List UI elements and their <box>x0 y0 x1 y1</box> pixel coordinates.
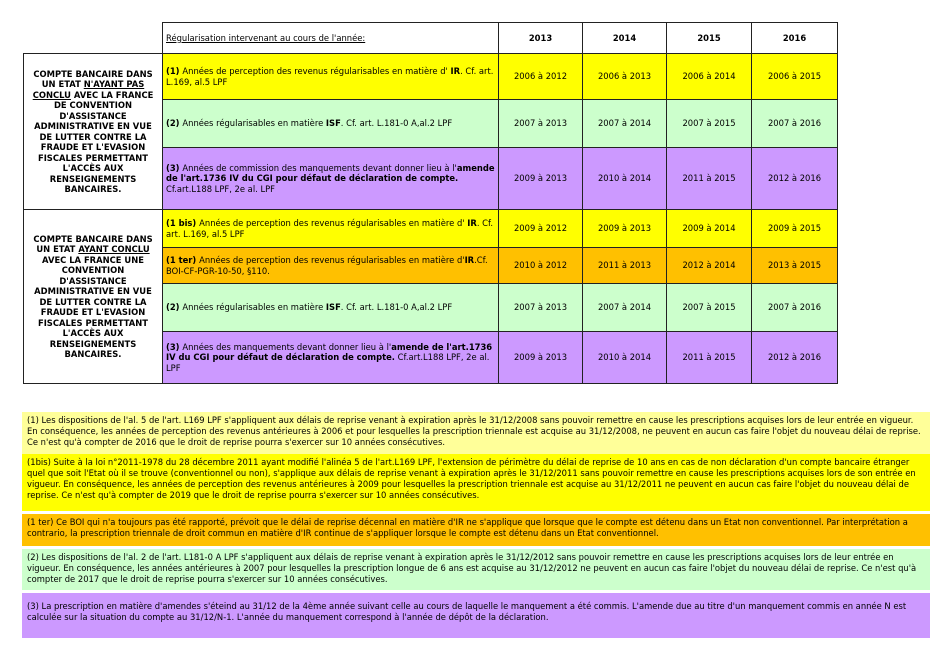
year-range-cell: 2007 à 2014 <box>583 100 667 148</box>
table-row <box>24 54 838 100</box>
description-fragment: . Cf. art. L.169, al.5 LPF <box>166 66 494 87</box>
year-range-cell: 2009 à 2014 <box>667 210 752 248</box>
account-category-label <box>24 54 163 210</box>
year-range-cell: 2011 à 2015 <box>667 332 752 384</box>
year-range-cell: 2006 à 2012 <box>499 54 583 100</box>
description-fragment: .Cf. BOI-CF-PGR-10-50, §110. <box>166 255 488 276</box>
description-fragment: . Cf. art. L.181-0 A,al.2 LPF <box>340 302 453 313</box>
account-category-text: COMPTE BANCAIRE DANS UN ETAT <box>33 233 153 254</box>
description-fragment: Cf.art.L188 LPF, 2e al. LPF <box>166 352 490 373</box>
row-description <box>163 248 499 284</box>
year-range-cell: 2007 à 2013 <box>499 284 583 332</box>
description-fragment: . Cf. art. L.169, al.5 LPF <box>166 218 494 239</box>
year-range-cell: 2006 à 2013 <box>583 54 667 100</box>
note-2: (2) Les dispositions de l'al. 2 de l'art. L181-0 A LPF s'appliquent aux délais de reprise venant à expiration après le 31/12/2012 sans pouvoir remettre en cause les prescriptions acquises lors de leur entrée en vigueur. En conséquence, les années antérieures à 2007 pour lesquelles la prescription longue de 6 ans est acquise au 31/12/2012 ne peuvent en aucun cas faire l'objet du nouveau délai de reprise. Ce n'est qu'à compter de 2017 que le droit de reprise pourra s'exercer sur 10 années consécutives. <box>22 549 930 590</box>
account-category-text: AVEC LA FRANCE DE CONVENTION D'ASSISTANCE ADMINISTRATIVE EN VUE DE LUTTER CONTRE LA FRAUDE ET L'EVASION FISCALES PERMETTANT L'ACCÈS AUX RENSEIGNEMENTS BANCAIRES. <box>34 89 154 194</box>
description-fragment: . Cf. art. L.181-0 A,al.2 LPF <box>340 118 453 129</box>
description-fragment: Années de commission des manquements devant donner lieu à l' <box>182 162 457 173</box>
year-range-cell: 2011 à 2015 <box>667 148 752 210</box>
account-category-text: COMPTE BANCAIRE DANS UN ETAT <box>33 68 153 89</box>
account-category-text: AVEC LA FRANCE UNE CONVENTION D'ASSISTANCE ADMINISTRATIVE EN VUE DE LUTTER CONTRE LA FRAUDE ET L'EVASION FISCALES PERMETTANT L'ACCÈS AUX RENSEIGNEMENTS BANCAIRES. <box>34 254 152 359</box>
year-range-cell: 2007 à 2013 <box>499 100 583 148</box>
description-fragment: amende de l'art.1736 IV du CGI pour défaut de déclaration de compte. <box>166 162 495 184</box>
year-range-cell: 2013 à 2015 <box>752 248 838 284</box>
year-range-cell: 2006 à 2015 <box>752 54 838 100</box>
year-range-cell: 2009 à 2013 <box>583 210 667 248</box>
row-description <box>163 54 499 100</box>
description-fragment: (1) <box>166 66 183 76</box>
description-fragment: (2) <box>166 118 183 129</box>
header-blank-cell <box>24 23 163 54</box>
description-fragment: Années de perception des revenus régularisables en matière d' <box>199 218 468 228</box>
description-fragment: (3) <box>166 341 183 352</box>
description-fragment: IR <box>467 218 477 228</box>
year-range-cell: 2011 à 2013 <box>583 248 667 284</box>
year-range-cell: 2007 à 2014 <box>583 284 667 332</box>
prescription-table <box>23 22 838 384</box>
account-category-underlined: AYANT CONCLU <box>78 244 150 254</box>
header-row <box>24 23 838 54</box>
row-description <box>163 284 499 332</box>
description-fragment: (2) <box>166 302 183 313</box>
year-range-cell: 2009 à 2012 <box>499 210 583 248</box>
note-1: (1) Les dispositions de l'al. 5 de l'art. L169 LPF s'appliquent aux délais de reprise venant à expiration après le 31/12/2008 sans pouvoir remettre en cause les prescriptions acquises lors de leur entrée en vigueur. En conséquence, les années de perception des revenus antérieures à 2006 et pour lesquelles la prescription triennale est acquise au 31/12/2008, ne peuvent en aucun cas faire l'objet du nouveau délai de reprise. Ce n'est qu'à compter de 2016 que le droit de reprise pourra s'exercer sur 10 années consécutives. <box>22 412 930 454</box>
year-range-cell: 2009 à 2015 <box>752 210 838 248</box>
year-range-cell: 2007 à 2015 <box>667 100 752 148</box>
year-range-cell: 2010 à 2012 <box>499 248 583 284</box>
description-fragment: (1 bis) <box>166 218 200 228</box>
year-range-cell: 2012 à 2014 <box>667 248 752 284</box>
row-description <box>163 332 499 384</box>
table-row <box>24 210 838 248</box>
year-header: 2015 <box>667 23 752 54</box>
note-3: (3) La prescription en matière d'amendes s'éteind au 31/12 de la 4ème année suivant celle au cours de laquelle le manquement a été commis. L'amende due au titre d'un manquement commis en année N est calculée sur la situation du compte au 31/12/N-1. L'année du manquement correspond à l'année de dépôt de la déclaration. <box>22 593 930 638</box>
description-fragment: IR <box>450 66 461 76</box>
description-fragment: Années des manquements devant donner lieu à l' <box>182 341 392 352</box>
description-fragment: (3) <box>166 162 183 173</box>
year-range-cell: 2010 à 2014 <box>583 332 667 384</box>
account-category-underlined: N'AYANT PAS CONCLU <box>32 79 145 100</box>
year-range-cell: 2006 à 2014 <box>667 54 752 100</box>
description-fragment: Années régularisables en matière <box>182 118 326 129</box>
description-fragment: IR <box>464 255 475 265</box>
row-description <box>163 210 499 248</box>
description-fragment: (1 ter) <box>166 255 200 265</box>
year-range-cell: 2009 à 2013 <box>499 332 583 384</box>
row-description <box>163 148 499 210</box>
year-header: 2013 <box>499 23 583 54</box>
year-header: 2014 <box>583 23 667 54</box>
description-fragment: ISF <box>325 118 341 129</box>
year-range-cell: 2009 à 2013 <box>499 148 583 210</box>
row-description <box>163 100 499 148</box>
description-fragment: Années de perception des revenus régularisables en matière d' <box>199 255 465 265</box>
year-range-cell: 2007 à 2016 <box>752 100 838 148</box>
description-fragment: Années régularisables en matière <box>182 302 326 313</box>
note-1bis: (1bis) Suite à la loi n°2011-1978 du 28 décembre 2011 ayant modifié l'alinéa 5 de l'art.L169 LPF, l'extension de périmètre du délai de reprise de 10 ans en cas de non déclaration d'un compte bancaire étranger quel que soit l'Etat où il se trouve (conventionnel ou non), s'applique aux délais de reprise venant à expiration après le 31/12/2011 sans pouvoir remettre en cause les prescriptions acquises lors de son entrée en vigueur. En conséquence, les années de perception des revenus antérieures à 2009 pour lesquelles la prescription triennale est acquise au 31/12/2011 ne peuvent en aucun cas faire l'objet du nouveau délai de reprise. Ce n'est qu'à compter de 2019 que le droit de reprise pourra s'exercer sur 10 années consécutives. <box>22 454 930 511</box>
description-fragment: Cf.art.L188 LPF, 2e al. LPF <box>166 183 276 194</box>
note-1ter: (1 ter) Ce BOI qui n'a toujours pas été rapporté, prévoit que le délai de reprise décennal en matière d'IR ne s'applique que lorsque que le compte est détenu dans un Etat non conventionnel. Par interprétation a contrario, la prescription triennale de droit commun en matière d'IR continue de s'appliquer lorsque le compte est détenu dans un Etat conventionnel. <box>22 514 930 546</box>
description-fragment: Années de perception des revenus régularisables en matière d' <box>182 66 451 76</box>
year-range-cell: 2007 à 2016 <box>752 284 838 332</box>
year-range-cell: 2012 à 2016 <box>752 332 838 384</box>
description-fragment: amende de l'art.1736 IV du CGI pour défaut de déclaration de compte. <box>166 341 493 363</box>
description-fragment: ISF <box>325 302 341 313</box>
header-label: Régularisation intervenant au cours de l'année: <box>163 23 499 54</box>
year-header: 2016 <box>752 23 838 54</box>
year-range-cell: 2010 à 2014 <box>583 148 667 210</box>
account-category-label <box>24 210 163 384</box>
year-range-cell: 2012 à 2016 <box>752 148 838 210</box>
year-range-cell: 2007 à 2015 <box>667 284 752 332</box>
